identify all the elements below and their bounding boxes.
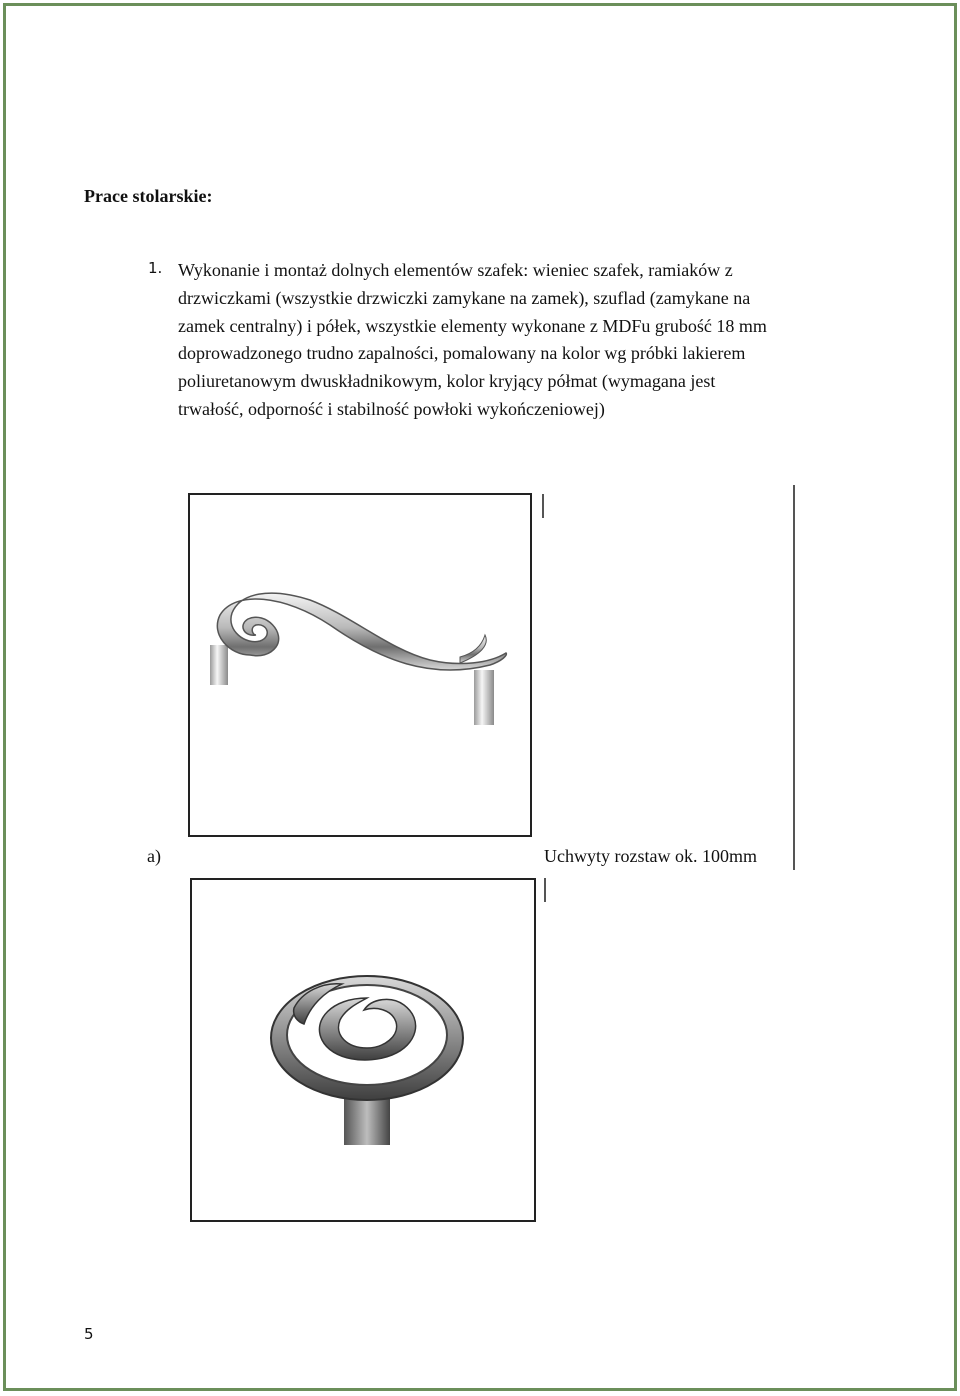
- frame-line: [542, 494, 544, 518]
- page-number: 5: [84, 1325, 94, 1343]
- list-item-number: 1.: [148, 259, 163, 277]
- frame-line: [793, 485, 795, 870]
- caption-letter: a): [147, 846, 161, 866]
- paragraph-line: doprowadzonego trudno zapalności, pomalowany na kolor wg próbki lakierem: [178, 343, 746, 364]
- paragraph-line: Wykonanie i montaż dolnych elementów szafek: wieniec szafek, ramiaków z: [178, 260, 733, 280]
- paragraph-line: drzwiczkami (wszystkie drzwiczki zamykane na zamek), szuflad (zamykane na: [178, 287, 751, 308]
- caption-text: Uchwyty rozstaw ok. 100mm: [544, 846, 757, 866]
- section-title: Prace stolarskie:: [84, 186, 213, 206]
- requirement-paragraph: [178, 257, 868, 424]
- frame-line: [544, 878, 546, 902]
- paragraph-line: zamek centralny) i półek, wszystkie elementy wykonane z MDFu grubość 18 mm: [178, 315, 767, 336]
- spiral-knob-icon: [192, 880, 534, 1220]
- paragraph-line: trwałość, odporność i stabilność powłoki wykończeniowej): [178, 398, 605, 419]
- knob-image: [190, 878, 536, 1222]
- paragraph-line: poliuretanowym dwuskładnikowym, kolor kryjący półmat (wymagana jest: [178, 371, 716, 392]
- s-curve-handle-icon: [190, 495, 530, 835]
- handle-image: [188, 493, 532, 837]
